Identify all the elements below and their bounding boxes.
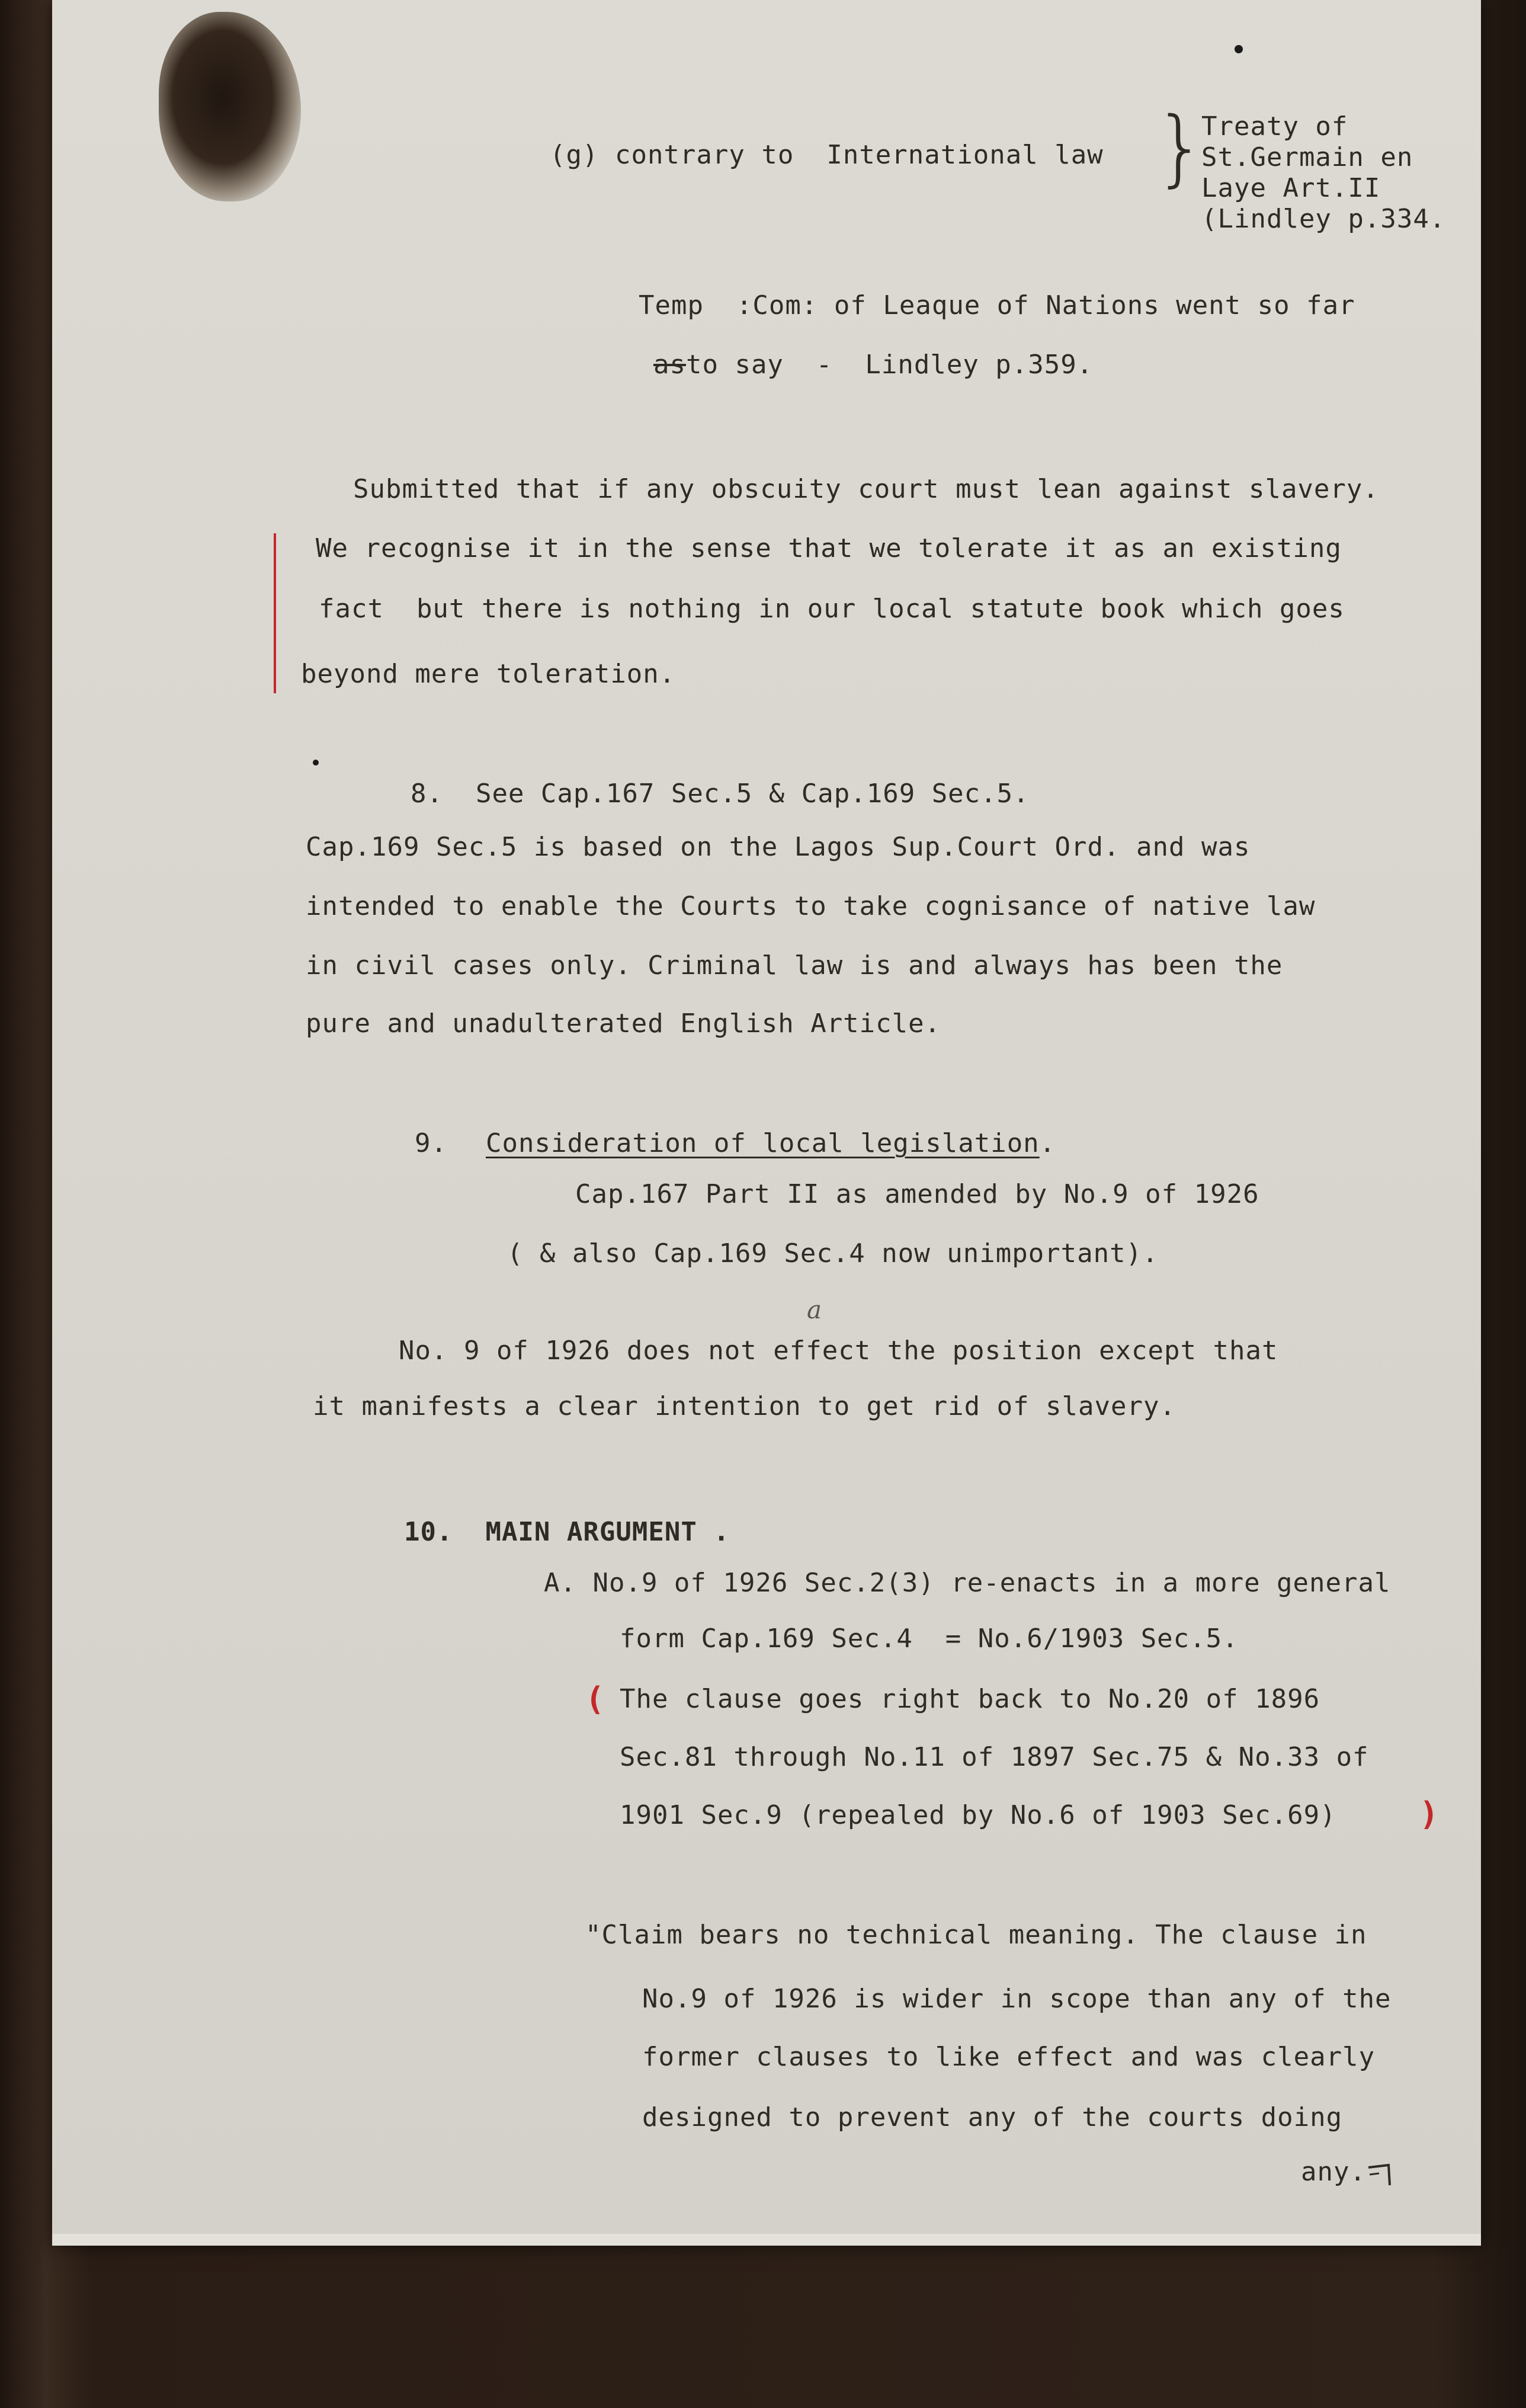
curly-brace: } bbox=[1154, 100, 1207, 196]
submitted-line-3: fact but there is nothing in our local statute book which goes bbox=[319, 594, 1345, 624]
temp-com-line-1: Temp :Com: of Leaque of Nations went so far bbox=[639, 290, 1355, 321]
section10-a-line-1: A. No.9 of 1926 Sec.2(3) re-enacts in a more general bbox=[544, 1568, 1391, 1598]
treaty-line-3: Laye Art.II bbox=[1201, 173, 1381, 203]
ink-stain bbox=[159, 12, 301, 201]
section8-line-4: pure and unadulterated English Article. bbox=[306, 1008, 941, 1039]
typescript-page bbox=[52, 0, 1481, 2246]
temp-com-line-2 bbox=[653, 350, 1093, 380]
treaty-line-1: Treaty of bbox=[1201, 111, 1348, 142]
section8-line-2: intended to enable the Courts to take cognisance of native law bbox=[306, 891, 1316, 921]
claim-line-3: former clauses to like effect and was clearly bbox=[642, 2042, 1376, 2072]
section10-paren-line-2: Sec.81 through No.11 of 1897 Sec.75 & No.33 of bbox=[620, 1742, 1369, 1772]
temp-com-line-2-rest: to say - Lindley p.359. bbox=[685, 350, 1094, 380]
ink-dot bbox=[313, 760, 319, 766]
section10-a-line-2: form Cap.169 Sec.4 = No.6/1903 Sec.5. bbox=[620, 1624, 1239, 1654]
section9-line-1: Cap.167 Part II as amended by No.9 of 1926 bbox=[575, 1179, 1259, 1209]
section9-heading bbox=[486, 1128, 1056, 1159]
struck-as: as bbox=[653, 350, 686, 380]
red-open-paren: ( bbox=[585, 1680, 605, 1718]
submitted-line-4: beyond mere toleration. bbox=[301, 659, 676, 689]
section8-line-3: in civil cases only. Criminal law is and always has been the bbox=[306, 950, 1283, 981]
section8-heading: 8. See Cap.167 Sec.5 & Cap.169 Sec.5. bbox=[411, 779, 1030, 809]
item-g-line: (g) contrary to International law bbox=[550, 140, 1104, 170]
red-margin-line bbox=[274, 533, 276, 693]
submitted-line-1: Submitted that if any obscuity court must lean against slavery. bbox=[353, 474, 1379, 504]
claim-line-2: No.9 of 1926 is wider in scope than any of the bbox=[642, 1984, 1392, 2014]
section10-paren-line-1: The clause goes right back to No.20 of 1896 bbox=[620, 1684, 1320, 1714]
section10-paren-line-3: 1901 Sec.9 (repealed by No.6 of 1903 Sec.69) bbox=[620, 1800, 1336, 1830]
section9-number: 9. bbox=[415, 1128, 447, 1158]
section9-heading-end: . bbox=[1039, 1128, 1056, 1158]
section9-line-2: ( & also Cap.169 Sec.4 now unimportant). bbox=[507, 1238, 1159, 1269]
section9-para-line-2: it manifests a clear intention to get rid of slavery. bbox=[313, 1391, 1176, 1421]
section10-heading: 10. MAIN ARGUMENT . bbox=[404, 1517, 730, 1547]
handwritten-a: a bbox=[807, 1295, 822, 1324]
treaty-line-4: (Lindley p.334. bbox=[1201, 204, 1446, 234]
treaty-line-2: St.Germain en bbox=[1201, 142, 1413, 172]
catchword: any. bbox=[1301, 2157, 1366, 2187]
claim-line-1: "Claim bears no technical meaning. The clause in bbox=[585, 1920, 1367, 1950]
claim-line-4: designed to prevent any of the courts doing bbox=[642, 2102, 1343, 2132]
red-close-paren: ) bbox=[1419, 1795, 1439, 1833]
section9-heading-text: Consideration of local legislation bbox=[486, 1128, 1040, 1158]
section8-line-1: Cap.169 Sec.5 is based on the Lagos Sup.Court Ord. and was bbox=[306, 832, 1251, 862]
section9-para-line-1: No. 9 of 1926 does not effect the position except that bbox=[399, 1336, 1278, 1366]
handwritten-mark bbox=[1366, 2154, 1396, 2190]
submitted-line-2: We recognise it in the sense that we tolerate it as an existing bbox=[316, 533, 1342, 563]
ink-dot bbox=[1235, 45, 1243, 53]
